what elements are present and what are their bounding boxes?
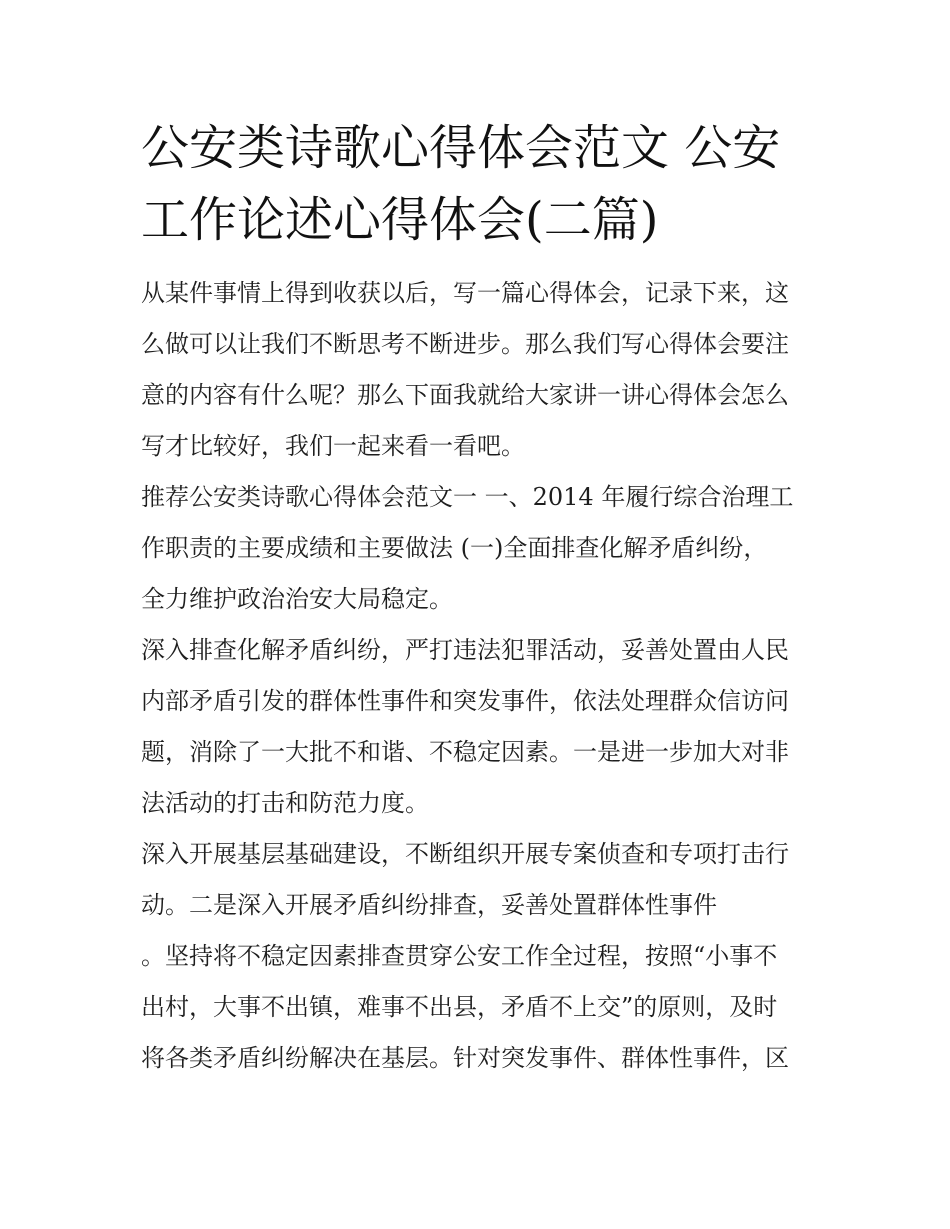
title-line: 公安类诗歌心得体会范文 公安 <box>141 120 781 176</box>
document-title <box>141 112 813 256</box>
paragraph-intro <box>141 268 813 472</box>
text-line: 推荐公安类诗歌心得体会范文一 一、2014 年履行综合治理工 <box>141 483 794 511</box>
text-line: 。坚持将不稳定因素排查贯穿公安工作全过程，按照“小事不 <box>141 942 778 970</box>
text-line: 出村，大事不出镇，难事不出县，矛盾不上交”的原则，及时 <box>141 993 778 1021</box>
text-line: 作职责的主要成绩和主要做法 (一)全面排查化解矛盾纠纷， <box>141 534 768 562</box>
text-line: 从某件事情上得到收获以后，写一篇心得体会，记录下来，这 <box>141 279 789 307</box>
text-line: 全力维护政治治安大局稳定。 <box>141 585 453 613</box>
text-line: 意的内容有什么呢？那么下面我就给大家讲一讲心得体会怎么 <box>141 381 789 409</box>
text-line: 题，消除了一大批不和谐、不稳定因素。一是进一步加大对非 <box>141 738 789 766</box>
document-body <box>141 268 813 1084</box>
text-line: 法活动的打击和防范力度。 <box>141 789 429 817</box>
title-line: 工作论述心得体会(二篇) <box>141 192 659 248</box>
text-line: 写才比较好，我们一起来看一看吧。 <box>141 432 525 460</box>
paragraph-recommend <box>141 472 813 625</box>
paragraph-grassroots <box>141 829 813 1084</box>
text-line: 内部矛盾引发的群体性事件和突发事件，依法处理群众信访问 <box>141 687 789 715</box>
text-line: 深入开展基层基础建设，不断组织开展专案侦查和专项打击行 <box>141 840 789 868</box>
text-line: 将各类矛盾纠纷解决在基层。针对突发事件、群体性事件，区 <box>141 1044 789 1072</box>
text-line: 么做可以让我们不断思考不断进步。那么我们写心得体会要注 <box>141 330 789 358</box>
text-line: 深入排查化解矛盾纠纷，严打违法犯罪活动，妥善处置由人民 <box>141 636 789 664</box>
paragraph-investigation <box>141 625 813 829</box>
document-content <box>141 112 813 1084</box>
text-line: 动。二是深入开展矛盾纠纷排查，妥善处置群体性事件 <box>141 891 717 919</box>
